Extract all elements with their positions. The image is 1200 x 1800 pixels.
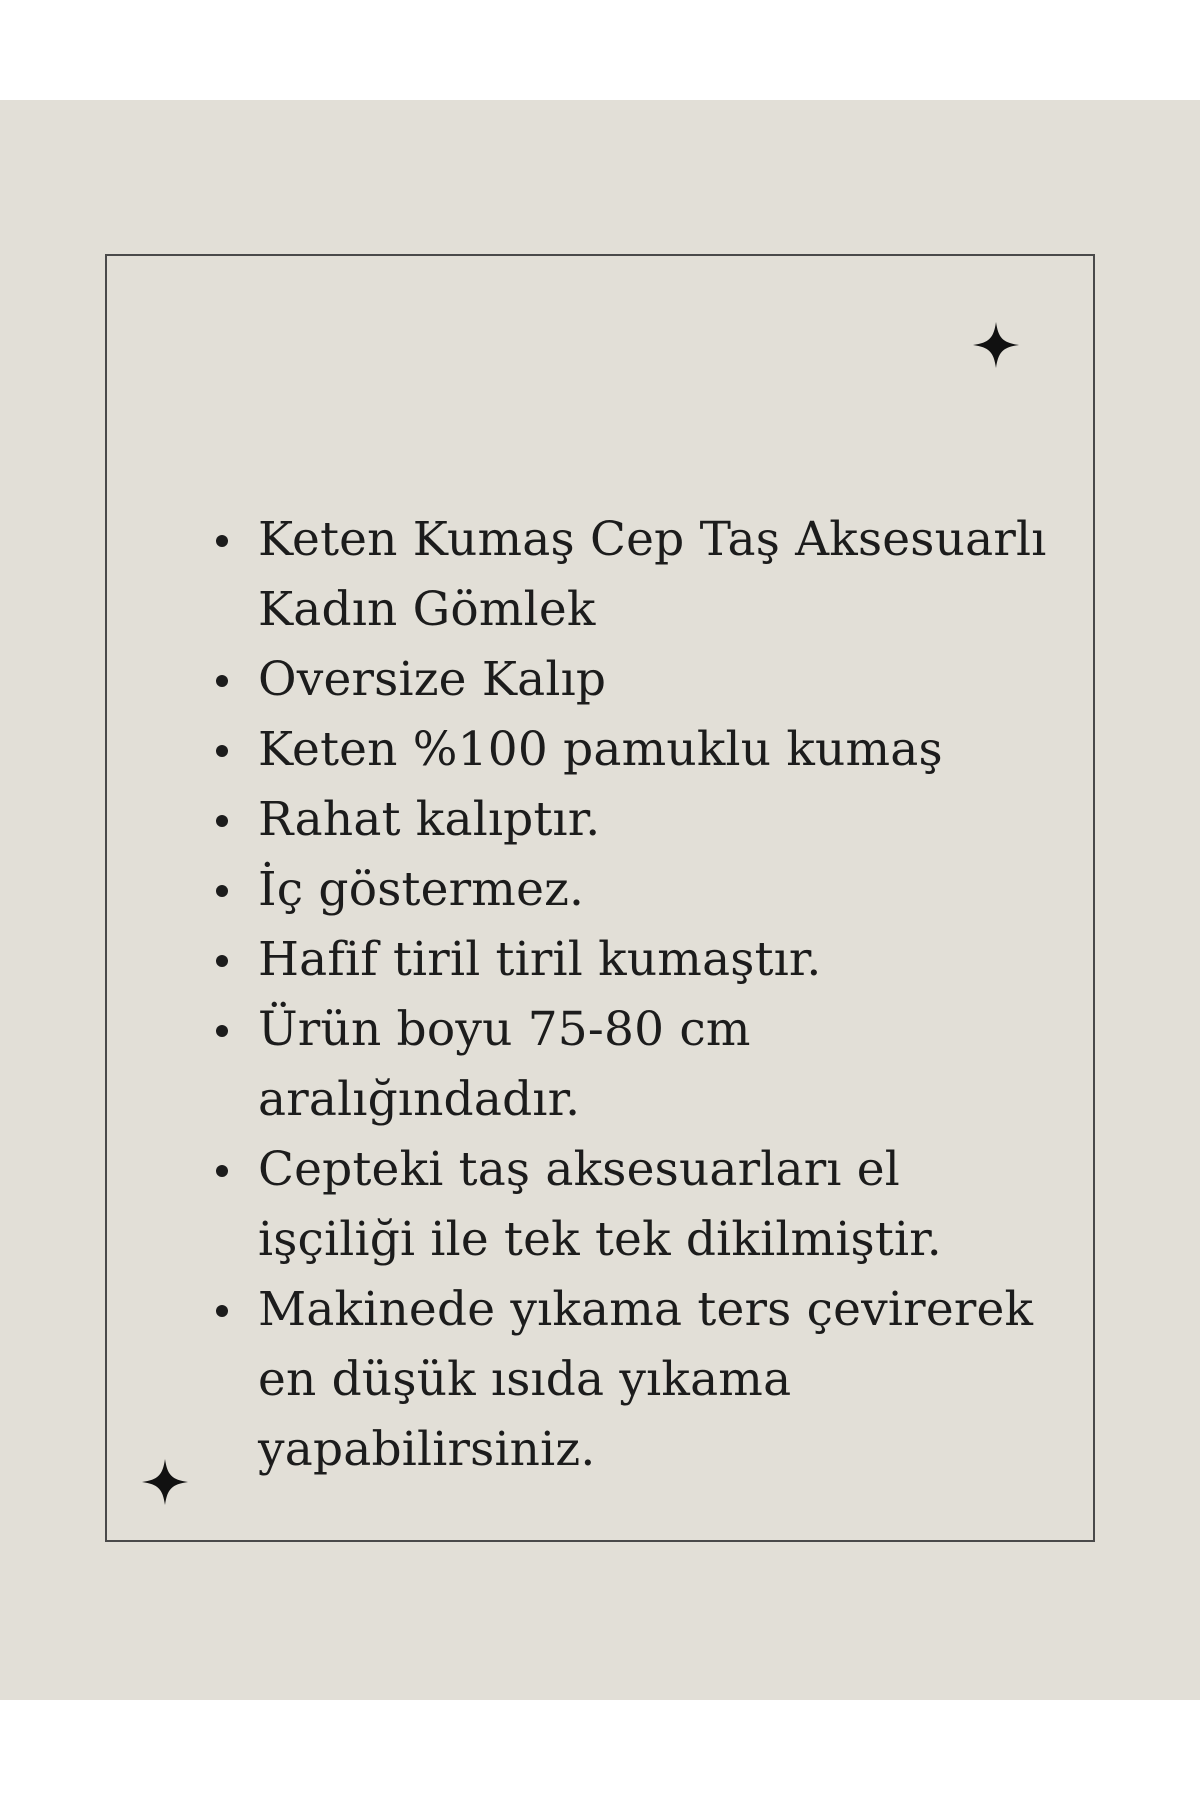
feature-item: Makinede yıkama ters çevirerek en düşük ısıda yıkama yapabilirsiniz. — [258, 1275, 1058, 1485]
feature-item: Cepteki taş aksesuarları el işçiliği ile tek tek dikilmiştir. — [258, 1135, 1058, 1275]
feature-item: Ürün boyu 75-80 cm aralığındadır. — [258, 995, 1058, 1135]
sparkle-star-icon — [142, 1459, 188, 1505]
feature-item: Keten Kumaş Cep Taş Aksesuarlı Kadın Gömlek — [258, 505, 1058, 645]
feature-item: İç göstermez. — [258, 855, 1058, 925]
feature-item: Oversize Kalıp — [258, 645, 1058, 715]
sparkle-star-icon — [973, 322, 1019, 368]
product-features-list — [210, 505, 1058, 1485]
feature-item: Rahat kalıptır. — [258, 785, 1058, 855]
feature-item: Hafif tiril tiril kumaştır. — [258, 925, 1058, 995]
feature-item: Keten %100 pamuklu kumaş — [258, 715, 1058, 785]
product-info-panel — [0, 100, 1200, 1700]
